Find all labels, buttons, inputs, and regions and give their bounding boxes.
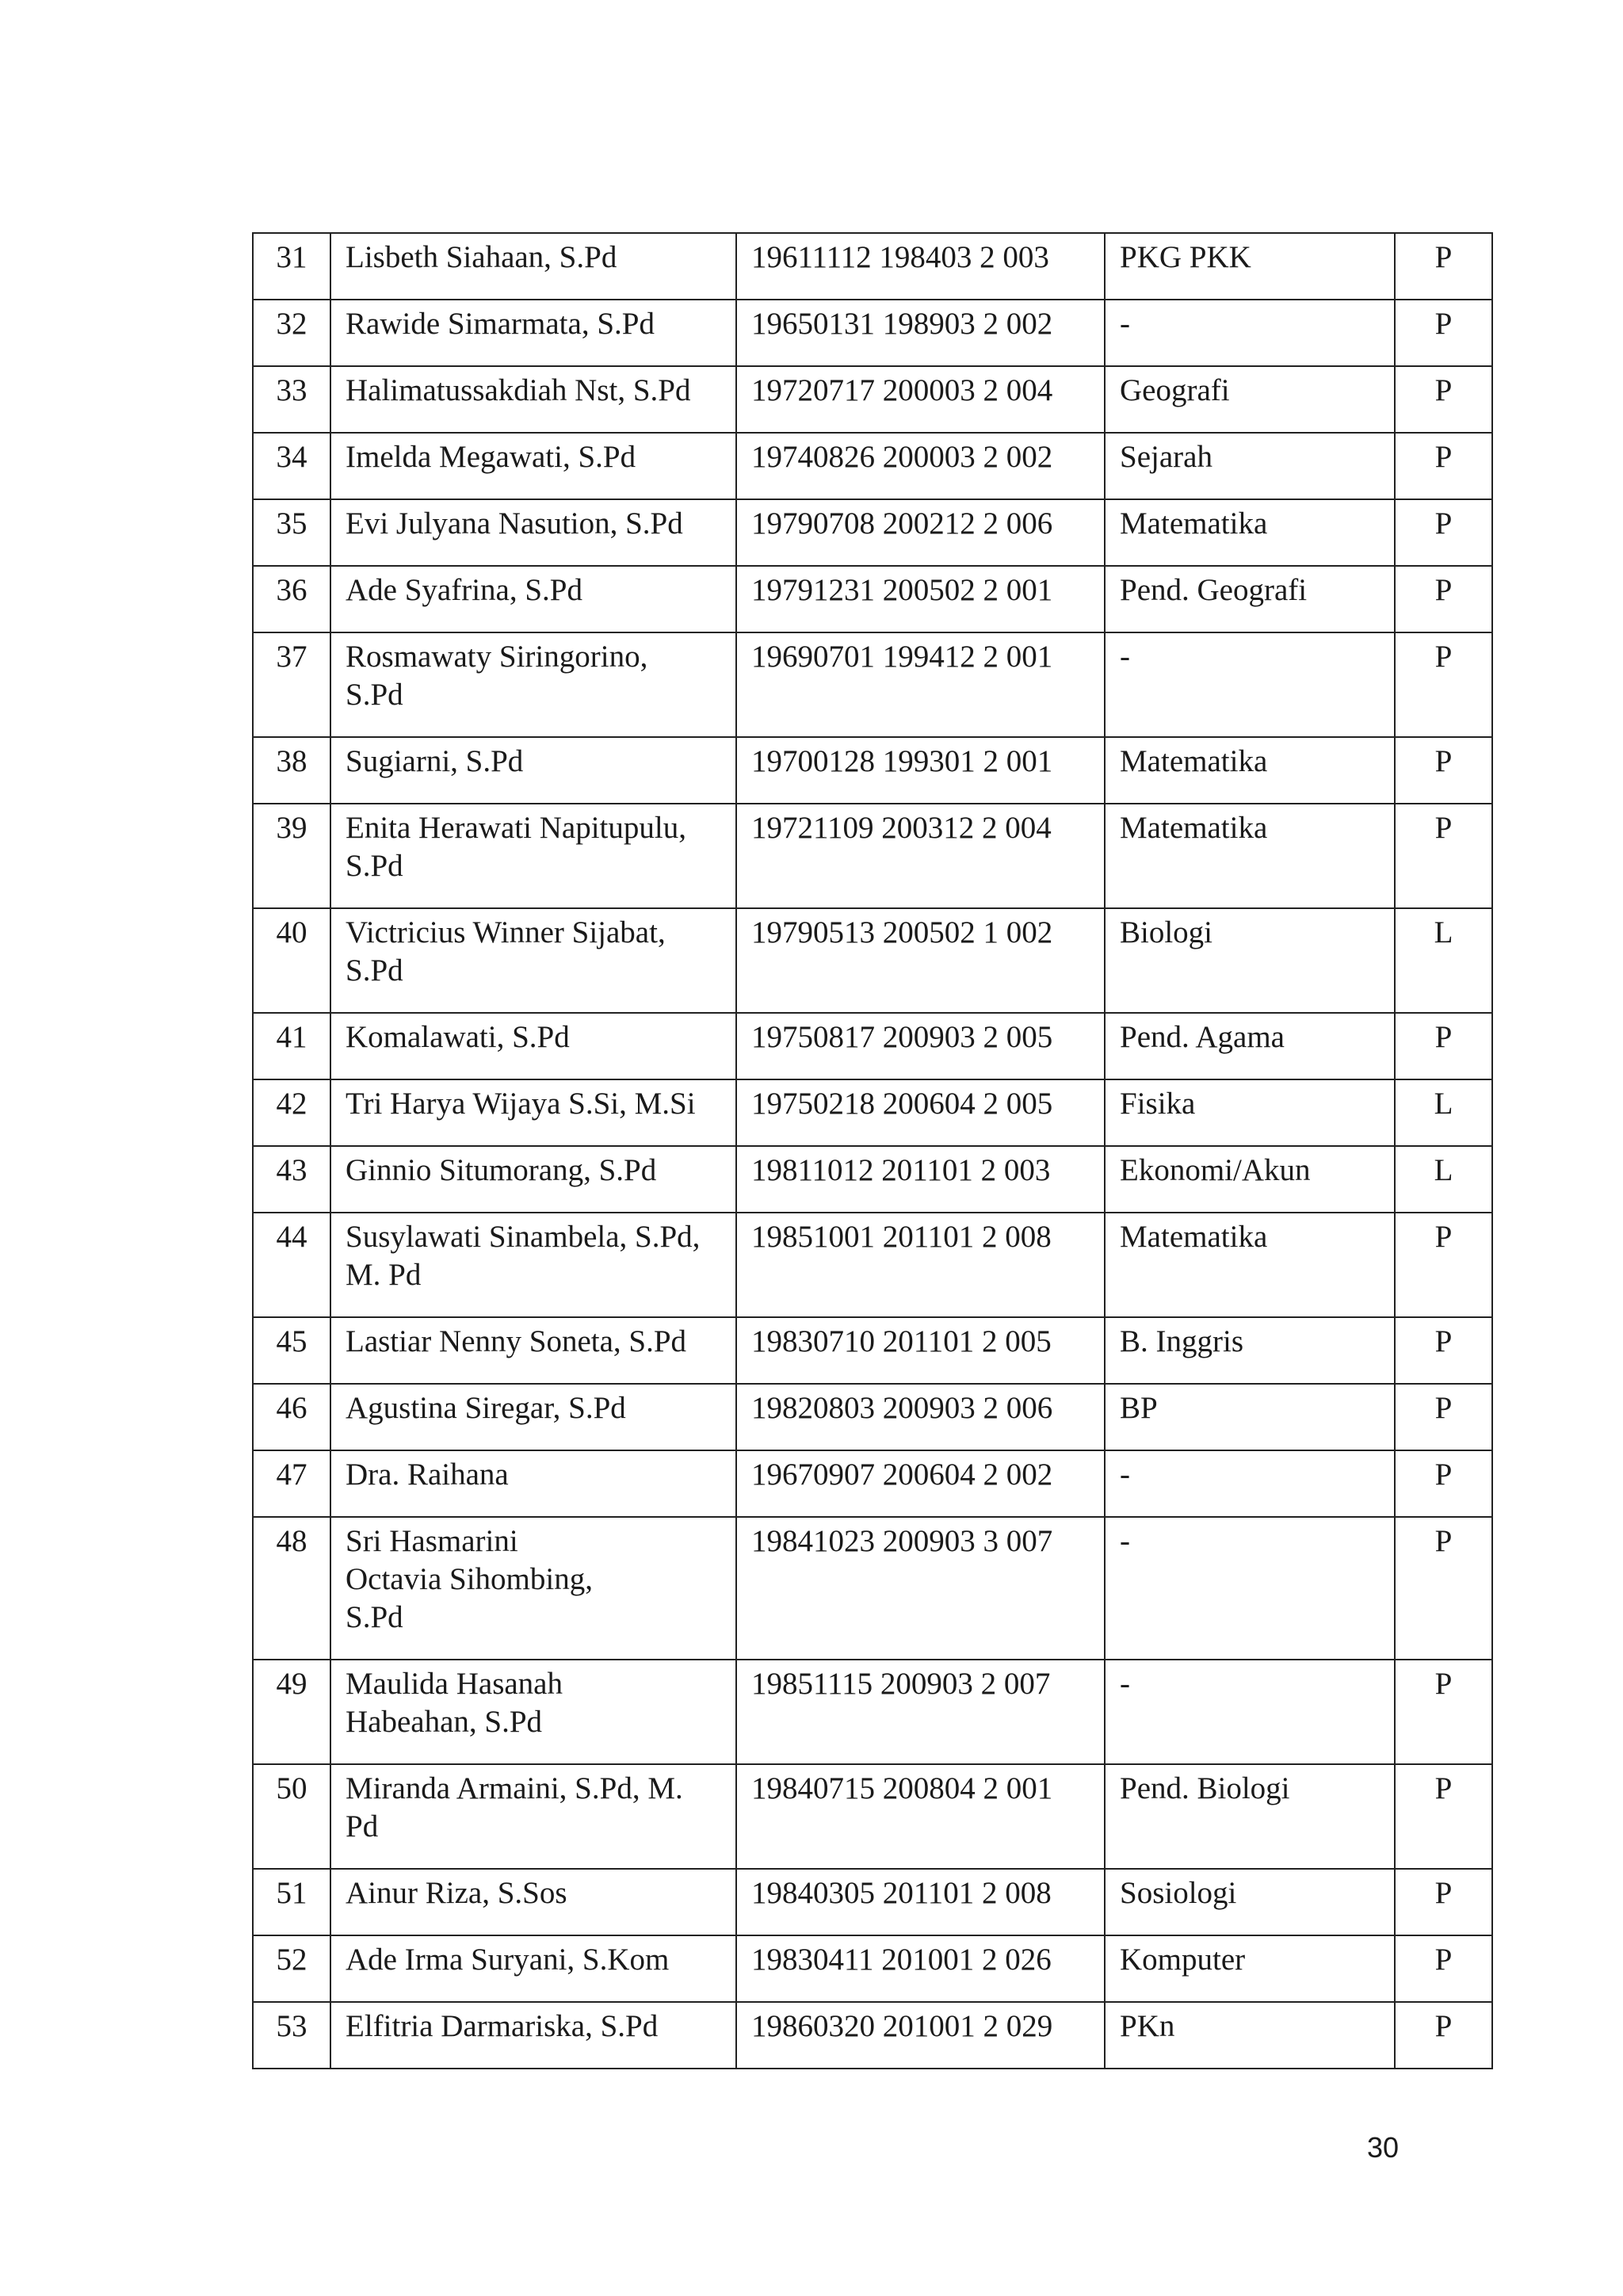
staff-nip: 19650131 198903 2 002 [736, 300, 1105, 366]
staff-gender: P [1395, 1013, 1492, 1079]
staff-nip: 19840305 201101 2 008 [736, 1869, 1105, 1935]
table-row [253, 233, 1492, 300]
staff-name-line: Ainur Riza, S.Sos [346, 1876, 567, 1910]
staff-name-line: Imelda Megawati, S.Pd [346, 440, 636, 474]
staff-name-line: S.Pd [346, 678, 403, 712]
staff-nip: 19790513 200502 1 002 [736, 908, 1105, 1013]
staff-subject: - [1105, 632, 1395, 737]
staff-subject: BP [1105, 1384, 1395, 1450]
row-number: 40 [253, 908, 330, 1013]
staff-name-line: Agustina Siregar, S.Pd [346, 1391, 626, 1425]
staff-name-line: Evi Julyana Nasution, S.Pd [346, 506, 683, 541]
staff-subject: Fisika [1105, 1079, 1395, 1146]
row-number: 53 [253, 2002, 330, 2069]
staff-name [330, 233, 736, 300]
table-row [253, 1764, 1492, 1869]
staff-name-line: Habeahan, S.Pd [346, 1705, 543, 1739]
staff-subject: Matematika [1105, 737, 1395, 804]
staff-nip: 19690701 199412 2 001 [736, 632, 1105, 737]
table-row [253, 433, 1492, 499]
staff-subject: B. Inggris [1105, 1317, 1395, 1384]
table-row [253, 1317, 1492, 1384]
staff-name-line: Halimatussakdiah Nst, S.Pd [346, 373, 691, 407]
staff-name-line: Ade Syafrina, S.Pd [346, 573, 582, 607]
staff-gender: P [1395, 1869, 1492, 1935]
table-row [253, 2002, 1492, 2069]
staff-gender: P [1395, 300, 1492, 366]
table-row [253, 1384, 1492, 1450]
row-number: 51 [253, 1869, 330, 1935]
row-number: 37 [253, 632, 330, 737]
table-row [253, 632, 1492, 737]
staff-subject: - [1105, 1517, 1395, 1660]
row-number: 33 [253, 366, 330, 433]
staff-name [330, 1450, 736, 1517]
staff-nip: 19700128 199301 2 001 [736, 737, 1105, 804]
staff-name-line: Sri Hasmarini [346, 1524, 518, 1558]
staff-gender: P [1395, 499, 1492, 566]
staff-gender: P [1395, 433, 1492, 499]
staff-subject: Pend. Geografi [1105, 566, 1395, 632]
row-number: 45 [253, 1317, 330, 1384]
row-number: 36 [253, 566, 330, 632]
table-row [253, 300, 1492, 366]
staff-subject: Matematika [1105, 804, 1395, 908]
row-number: 49 [253, 1660, 330, 1764]
table-row [253, 908, 1492, 1013]
staff-name [330, 1869, 736, 1935]
staff-nip: 19750817 200903 2 005 [736, 1013, 1105, 1079]
staff-nip: 19790708 200212 2 006 [736, 499, 1105, 566]
row-number: 48 [253, 1517, 330, 1660]
staff-nip: 19851001 201101 2 008 [736, 1213, 1105, 1317]
staff-name-line: Sugiarni, S.Pd [346, 744, 524, 778]
staff-table-body [253, 233, 1492, 2069]
staff-name-line: S.Pd [346, 953, 403, 988]
table-row [253, 1013, 1492, 1079]
row-number: 47 [253, 1450, 330, 1517]
staff-gender: P [1395, 804, 1492, 908]
staff-name-line: Elfitria Darmariska, S.Pd [346, 2009, 659, 2043]
staff-gender: P [1395, 632, 1492, 737]
staff-name-line: Lisbeth Siahaan, S.Pd [346, 240, 617, 274]
staff-name [330, 433, 736, 499]
row-number: 50 [253, 1764, 330, 1869]
table-row [253, 499, 1492, 566]
staff-name [330, 366, 736, 433]
row-number: 43 [253, 1146, 330, 1213]
staff-subject: - [1105, 300, 1395, 366]
staff-name-line: S.Pd [346, 849, 403, 883]
row-number: 34 [253, 433, 330, 499]
staff-name-line: Lastiar Nenny Soneta, S.Pd [346, 1324, 687, 1358]
staff-name [330, 1660, 736, 1764]
staff-subject: Geografi [1105, 366, 1395, 433]
table-row [253, 737, 1492, 804]
staff-subject: Sosiologi [1105, 1869, 1395, 1935]
staff-name [330, 1013, 736, 1079]
staff-name-line: Enita Herawati Napitupulu, [346, 811, 686, 845]
staff-name [330, 1384, 736, 1450]
table-row [253, 1213, 1492, 1317]
staff-gender: P [1395, 1764, 1492, 1869]
staff-subject: PKn [1105, 2002, 1395, 2069]
staff-gender: P [1395, 1517, 1492, 1660]
staff-name [330, 1317, 736, 1384]
staff-subject: Matematika [1105, 499, 1395, 566]
staff-name-line: Ade Irma Suryani, S.Kom [346, 1943, 670, 1977]
staff-name [330, 566, 736, 632]
staff-gender: P [1395, 1213, 1492, 1317]
staff-gender: L [1395, 908, 1492, 1013]
staff-nip: 19721109 200312 2 004 [736, 804, 1105, 908]
staff-name [330, 499, 736, 566]
staff-name [330, 804, 736, 908]
staff-nip: 19611112 198403 2 003 [736, 233, 1105, 300]
staff-name [330, 632, 736, 737]
table-row [253, 566, 1492, 632]
staff-nip: 19670907 200604 2 002 [736, 1450, 1105, 1517]
row-number: 32 [253, 300, 330, 366]
row-number: 46 [253, 1384, 330, 1450]
staff-name [330, 1517, 736, 1660]
row-number: 38 [253, 737, 330, 804]
table-row [253, 1869, 1492, 1935]
staff-gender: L [1395, 1146, 1492, 1213]
staff-nip: 19860320 201001 2 029 [736, 2002, 1105, 2069]
table-row [253, 1517, 1492, 1660]
table-row [253, 366, 1492, 433]
staff-name [330, 1146, 736, 1213]
row-number: 39 [253, 804, 330, 908]
staff-gender: P [1395, 2002, 1492, 2069]
staff-nip: 19820803 200903 2 006 [736, 1384, 1105, 1450]
staff-nip: 19791231 200502 2 001 [736, 566, 1105, 632]
staff-name [330, 908, 736, 1013]
staff-subject: Komputer [1105, 1935, 1395, 2002]
staff-name-line: Ginnio Situmorang, S.Pd [346, 1153, 657, 1187]
staff-gender: P [1395, 366, 1492, 433]
staff-nip: 19830710 201101 2 005 [736, 1317, 1105, 1384]
staff-name-line: Rawide Simarmata, S.Pd [346, 307, 655, 341]
staff-name [330, 2002, 736, 2069]
staff-gender: P [1395, 1935, 1492, 2002]
row-number: 41 [253, 1013, 330, 1079]
table-row [253, 1079, 1492, 1146]
staff-nip: 19830411 201001 2 026 [736, 1935, 1105, 2002]
table-row [253, 804, 1492, 908]
staff-subject: PKG PKK [1105, 233, 1395, 300]
staff-nip: 19750218 200604 2 005 [736, 1079, 1105, 1146]
staff-nip: 19841023 200903 3 007 [736, 1517, 1105, 1660]
staff-gender: P [1395, 1384, 1492, 1450]
staff-subject: - [1105, 1660, 1395, 1764]
staff-subject: Biologi [1105, 908, 1395, 1013]
staff-name-line: S.Pd [346, 1600, 403, 1634]
staff-name-line: Pd [346, 1809, 379, 1843]
staff-nip: 19851115 200903 2 007 [736, 1660, 1105, 1764]
table-row [253, 1450, 1492, 1517]
staff-name [330, 1764, 736, 1869]
staff-name [330, 1079, 736, 1146]
staff-gender: L [1395, 1079, 1492, 1146]
staff-gender: P [1395, 566, 1492, 632]
staff-name-line: Miranda Armaini, S.Pd, M. [346, 1771, 683, 1805]
staff-subject: Pend. Agama [1105, 1013, 1395, 1079]
staff-gender: P [1395, 1317, 1492, 1384]
table-row [253, 1146, 1492, 1213]
page-number: 30 [1367, 2131, 1400, 2164]
row-number: 52 [253, 1935, 330, 2002]
staff-name [330, 1213, 736, 1317]
staff-name-line: Rosmawaty Siringorino, [346, 640, 648, 674]
staff-gender: P [1395, 737, 1492, 804]
table-row [253, 1660, 1492, 1764]
row-number: 44 [253, 1213, 330, 1317]
staff-gender: P [1395, 1450, 1492, 1517]
staff-name-line: Octavia Sihombing, [346, 1562, 593, 1596]
staff-gender: P [1395, 233, 1492, 300]
staff-nip: 19840715 200804 2 001 [736, 1764, 1105, 1869]
staff-nip: 19740826 200003 2 002 [736, 433, 1105, 499]
staff-name [330, 300, 736, 366]
staff-nip: 19811012 201101 2 003 [736, 1146, 1105, 1213]
row-number: 35 [253, 499, 330, 566]
staff-nip: 19720717 200003 2 004 [736, 366, 1105, 433]
staff-name [330, 737, 736, 804]
staff-table [252, 232, 1493, 2069]
staff-subject: - [1105, 1450, 1395, 1517]
staff-name-line: Tri Harya Wijaya S.Si, M.Si [346, 1087, 696, 1121]
staff-name-line: Dra. Raihana [346, 1457, 509, 1492]
row-number: 42 [253, 1079, 330, 1146]
staff-name-line: Victricius Winner Sijabat, [346, 915, 666, 949]
staff-name-line: Susylawati Sinambela, S.Pd, [346, 1220, 701, 1254]
staff-subject: Sejarah [1105, 433, 1395, 499]
staff-name-line: Komalawati, S.Pd [346, 1020, 570, 1054]
row-number: 31 [253, 233, 330, 300]
table-row [253, 1935, 1492, 2002]
staff-name-line: M. Pd [346, 1258, 422, 1292]
staff-name [330, 1935, 736, 2002]
staff-name-line: Maulida Hasanah [346, 1667, 563, 1701]
staff-subject: Pend. Biologi [1105, 1764, 1395, 1869]
staff-subject: Matematika [1105, 1213, 1395, 1317]
staff-subject: Ekonomi/Akun [1105, 1146, 1395, 1213]
staff-gender: P [1395, 1660, 1492, 1764]
